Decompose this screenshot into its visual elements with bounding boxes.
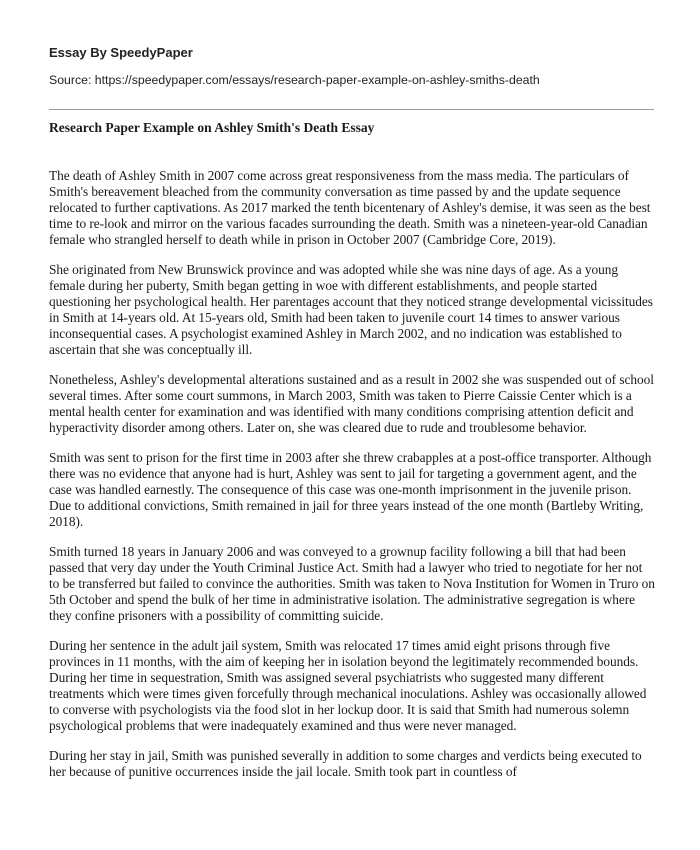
paragraph: She originated from New Brunswick province and was adopted while she was nine days of age. As a young female during her puberty, Smith began getting in woe with different establishments, and people started questioning her psychological health. Her parentages account that they noticed strange developmental vicissitudes in Smith at 14-years old. At 15-years old, Smith had been taken to juvenile court 14 times to answer various inconsequential cases. A psychologist examined Ashley in March 2002, and no indication was established to ascertain that she was conceptually ill. — [49, 262, 653, 357]
paragraph: The death of Ashley Smith in 2007 come across great responsiveness from the mass media. The particulars of Smith's bereavement bleached from the community conversation as time passed by and the update sequence relocated to further captivations. As 2017 marked the tenth bicentenary of Ashley's demise, it was seen as the best time to re-look and mirror on the various facades surrounding the death. Smith was a nineteen-year-old Canadian female who strangled herself to death while in prison in October 2007 (Cambridge Core, 2019). — [49, 168, 651, 247]
paragraph: Nonetheless, Ashley's developmental alterations sustained and as a result in 2002 she was suspended out of school several times. After some court summons, in March 2003, Smith was taken to Pierre Caissie Center which is a mental health center for examination and was identified with many conditions comprising attention deficit and hyperactivity disorder among others. Later on, she was cleared due to rude and troublesome behavior. — [49, 371, 654, 435]
header-divider — [49, 109, 654, 110]
source-url-line: Source: https://speedypaper.com/essays/research-paper-example-on-ashley-smiths-death — [49, 73, 540, 87]
essay-title: Research Paper Example on Ashley Smith's Death Essay — [49, 120, 375, 135]
essay-source-heading: Essay By SpeedyPaper — [49, 45, 193, 60]
paragraph: Smith turned 18 years in January 2006 and was conveyed to a grownup facility following a bill that had been passed that very day under the Youth Criminal Justice Act. Smith had a lawyer who tried to negotiate for her not to be transferred but failed to convince the authorities. Smith was taken to Nova Institution for Women in Truro on 5th October and spend the bulk of her time in administrative isolation. The administrative segregation is where they confine prisoners with a possibility of committing suicide. — [49, 544, 655, 623]
paragraph: During her sentence in the adult jail system, Smith was relocated 17 times amid eight prisons through five provinces in 11 months, with the aim of keeping her in isolation beyond the legitimately recommended bounds. During her time in sequestration, Smith was assigned several psychiatrists who suggested many different treatments which were times given forcefully through mechanical inoculations. Ashley was occasionally allowed to converse with psychologists via the food slot in her lockup door. It is said that Smith had numerous solemn psychological problems that were inadequately examined and thus were never managed. — [49, 638, 647, 733]
paragraph: Smith was sent to prison for the first time in 2003 after she threw crabapples at a post-office transporter. Although there was no evidence that anyone had is hurt, Ashley was sent to jail for targeting a government agent, and the case was handled earnestly. The consequence of this case was one-month imprisonment in the juvenile prison. Due to additional convictions, Smith remained in jail for three years instead of the one month (Bartleby Writing, 2018). — [49, 450, 652, 529]
essay-body — [49, 168, 655, 794]
paragraph: During her stay in jail, Smith was punished severally in addition to some charges and verdicts being executed to her because of punitive occurrences inside the jail locale. Smith took part in countless of — [49, 748, 642, 779]
